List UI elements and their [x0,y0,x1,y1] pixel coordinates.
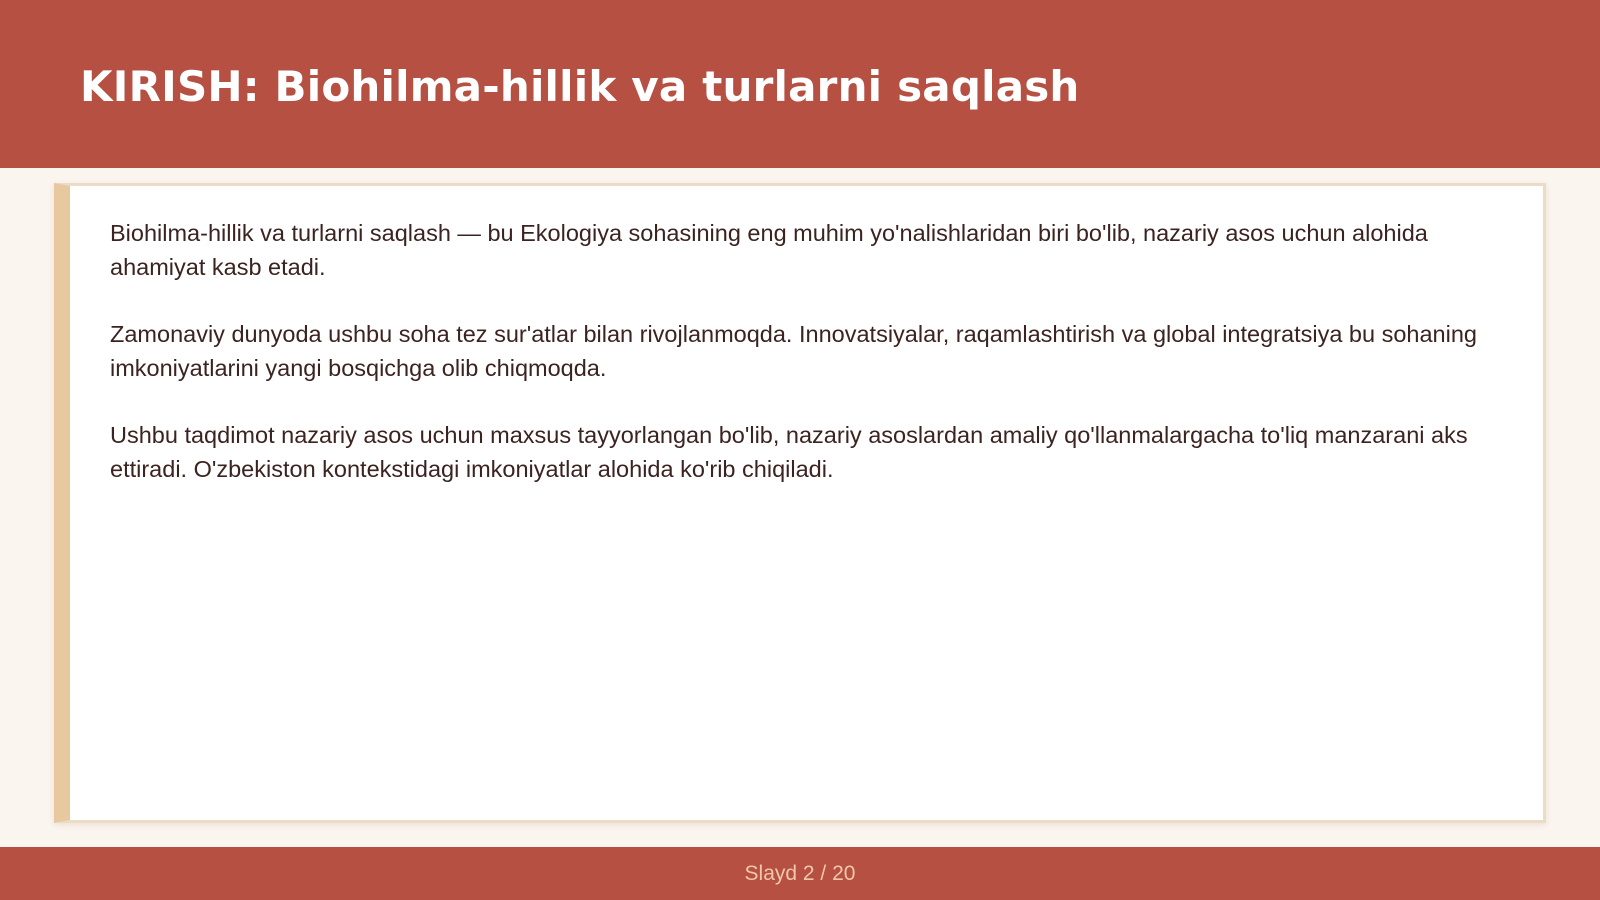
paragraph-modern-world: Zamonaviy dunyoda ushbu soha tez sur'atlar bilan rivojlanmoqda. Innovatsiyalar, raqamlashtirish va global integratsiya bu sohaning imkoniyatlarini yangi bosqichga olib chiqmoqda. [110,321,1477,381]
slide-footer [0,847,1600,900]
slide-header [0,0,1600,168]
paragraph-intro: Biohilma-hillik va turlarni saqlash — bu Ekologiya sohasining eng muhim yo'nalishlaridan biri bo'lib, nazariy asos uchun alohida ahamiyat kasb etadi. [110,220,1428,280]
paragraph-presentation-purpose: Ushbu taqdimot nazariy asos uchun maxsus tayyorlangan bo'lib, nazariy asoslardan amaliy qo'llanmalargacha to'liq manzarani aks ettiradi. O'zbekiston kontekstidagi imkoniyatlar alohida ko'rib chiqiladi. [110,422,1468,482]
content-card [54,183,1546,823]
content-body [110,216,1490,519]
slide-title: KIRISH: Biohilma-hillik va turlarni saqlash [80,62,1080,111]
slide-number: Slayd 2 / 20 [744,862,856,885]
